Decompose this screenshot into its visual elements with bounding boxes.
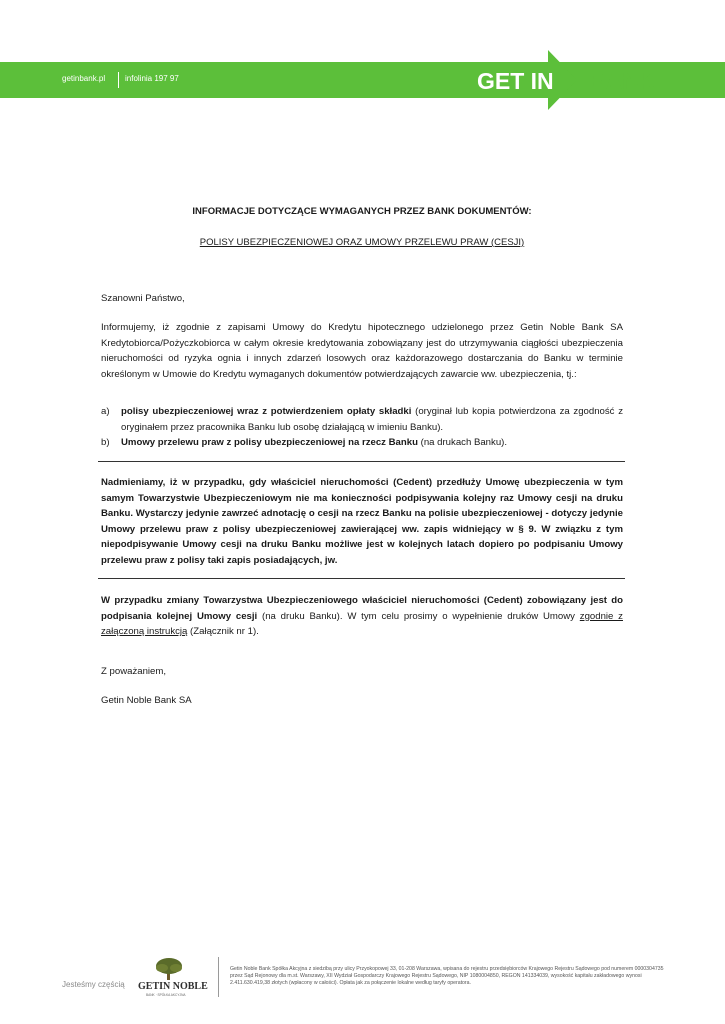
insurer-change-paragraph [101,593,623,640]
closing: Z poważaniem, [101,666,167,677]
list-marker: b) [101,437,110,448]
logo-text-left: GET IN [477,68,554,94]
list-item-bold: Umowy przelewu praw z polisy ubezpieczeniowej na rzecz Banku [121,437,418,448]
divider-top [98,461,625,462]
divider-bottom [98,578,625,579]
insurer-change-end: (Załącznik nr 1). [187,626,259,637]
group-logo-sub: BANK · SPÓŁKA AKCYJNA [146,993,186,997]
logo-text-right: BANK [589,68,656,94]
getin-bank-logo [473,50,673,110]
required-documents-list [101,404,623,451]
insurer-change-text: (na druku Banku). W tym celu prosimy o wypełnienie druków Umowy [257,610,580,622]
header-divider [118,72,119,88]
website-link[interactable]: getinbank.pl [62,74,106,83]
list-item [101,435,623,451]
hotline-text: infolinia 197 97 [125,74,179,83]
footer-tagline: Jesteśmy częścią [62,980,125,989]
list-item-text: (na drukach Banku). [417,437,508,448]
insurer-change-bold: W przypadku zmiany Towarzystwa Ubezpieczeniowego właściciel nieruchomości (Cedent) zobowiązany jest do podpisania kolejnej Umowy cesji [101,595,623,622]
footer-divider [218,957,219,997]
document-title: INFORMACJE DOTYCZĄCE WYMAGANYCH PRZEZ BANK DOKUMENTÓW: [192,206,532,217]
list-item-text: (oryginał lub kopia potwierdzona za zgodność z oryginałem przez pracownika Banku lub osobę działającą w imieniu Banku). [121,406,623,433]
instruction-link[interactable]: zgodnie z załączoną instrukcją [101,610,623,637]
signature: Getin Noble Bank SA [101,695,192,706]
list-item [101,404,623,435]
notice-paragraph: Nadmieniamy, iż w przypadku, gdy właściciel nieruchomości (Cedent) przedłuży Umowę ubezpieczenia w tym samym Towarzystwie Ubezpieczeniowym nie ma konieczności podpisywania kolejny raz Umowy cesji na druku Banku. Wystarczy jedynie zawrzeć adnotację o cesji na rzecz Banku na polisie ubezpieczeniowej - dotyczy jedynie Umowy przelewu praw z polisy ubezpieczeniowej zawierającej ww. zapis widniejący w § 9. W związku z tym niepodpisywanie Umowy cesji na druku Banku możliwe jest w kolejnych latach dopiero po podpisaniu Umowy przelewu praw z polisy taki zapis posiadających, jw. [101,477,623,566]
salutation: Szanowni Państwo, [101,293,185,304]
list-marker: a) [101,406,110,417]
group-logo-text: GETIN NOBLE [138,981,208,992]
footer-legal-text: Getin Noble Bank Spółka Akcyjna z siedzibą przy ulicy Przyokopowej 33, 01-208 Warszawa, wpisana do rejestru przedsiębiorców Krajowego Rejestru Sądowego pod numerem 0000304735 przez Sąd Rejonowy dla m.st. Warszawy, XII Wydział Gospodarczy Krajowego Rejestru Sądowego, NIP 1080004850, REGON 141334039, wysokość kapitału zakładowego wynosi 2.411.630.419,38 złotych (wpłacony w całości). Opłata jak za połączenie lokalne według taryfy operatora. [230,966,664,987]
getin-noble-logo [136,956,212,998]
document-subtitle: POLISY UBEZPIECZENIOWEJ ORAZ UMOWY PRZELEWU PRAW (CESJI) [199,237,525,248]
intro-paragraph: Informujemy, iż zgodnie z zapisami Umowy do Kredytu hipotecznego udzielonego przez Getin Noble Bank SA Kredytobiorca/Pożyczkobiorca w całym okresie kredytowania zobowiązany jest do utrzymywania ciągłości ubezpieczenia nieruchomości od ryzyka ognia i innych zdarzeń losowych oraz każdorazowego dostarczania do Banku w terminie określonym w Umowie do Kredytu wymaganych dokumentów potwierdzających zawarcie ww. ubezpieczenia, tj.: [101,322,623,380]
list-item-bold: polisy ubezpieczeniowej wraz z potwierdzeniem opłaty składki [121,406,412,417]
